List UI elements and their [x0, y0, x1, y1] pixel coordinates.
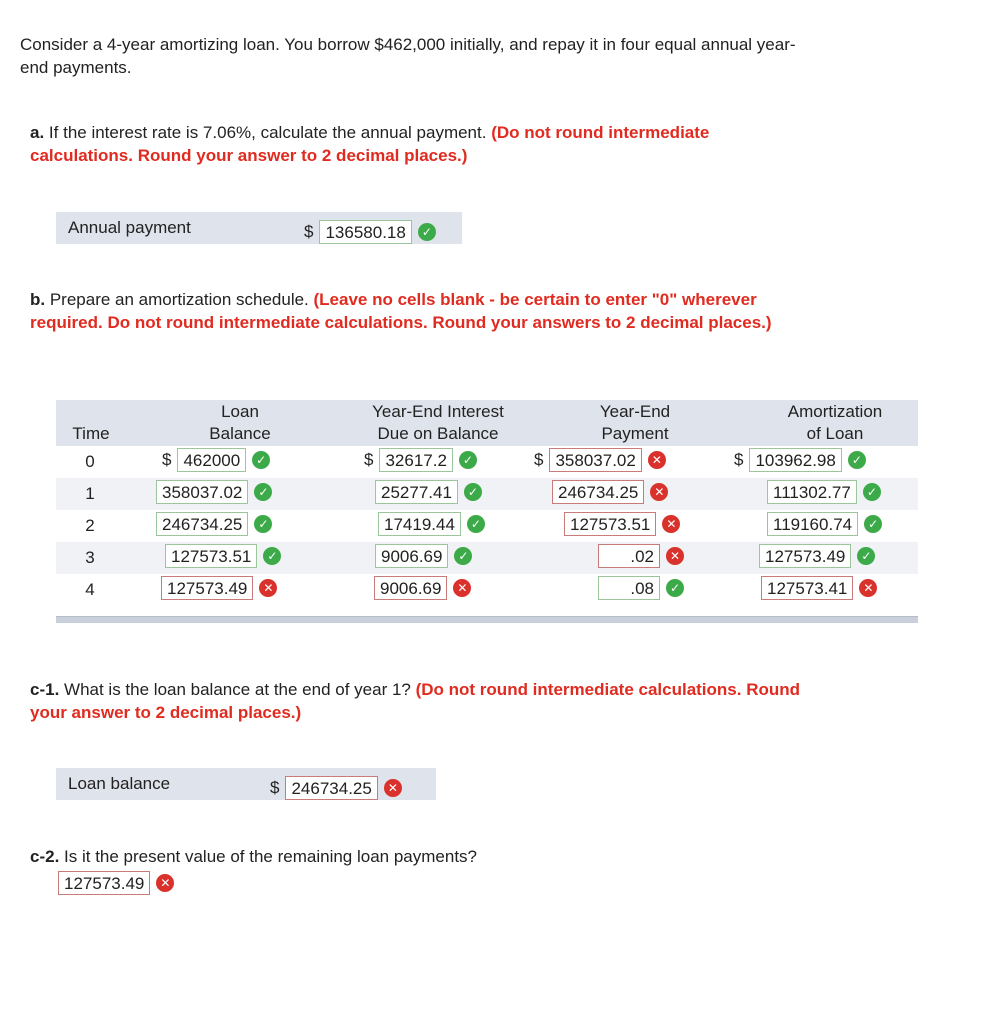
check-icon: ✓: [864, 515, 882, 533]
question-c2-text: Is it the present value of the remaining loan payments?: [64, 847, 477, 866]
check-icon: ✓: [467, 515, 485, 533]
payment-input[interactable]: 358037.02: [549, 448, 641, 472]
header-amortization: Amortization of Loan: [787, 402, 883, 443]
check-icon: ✓: [459, 451, 477, 469]
balance-input[interactable]: 127573.51: [165, 544, 257, 568]
question-a: [30, 121, 805, 167]
question-c2: [30, 845, 805, 868]
question-b: [30, 288, 805, 334]
annual-payment-input[interactable]: 136580.18: [319, 220, 411, 244]
check-icon: ✓: [252, 451, 270, 469]
time-cell: 1: [85, 484, 95, 503]
x-icon: ✕: [666, 547, 684, 565]
balance-input[interactable]: 246734.25: [156, 512, 248, 536]
check-icon: ✓: [418, 223, 436, 241]
check-icon: ✓: [863, 483, 881, 501]
question-a-text: If the interest rate is 7.06%, calculate the annual payment.: [48, 123, 487, 142]
time-cell: 4: [85, 580, 95, 599]
interest-input[interactable]: 9006.69: [375, 544, 448, 568]
question-c1-instruction: (Do not round intermediate calculations. Round your answer to 2 decimal places.): [30, 680, 801, 722]
currency-symbol: $: [364, 450, 374, 469]
question-c1-text: What is the loan balance at the end of year 1?: [64, 680, 411, 699]
x-icon: ✕: [662, 515, 680, 533]
interest-input[interactable]: 25277.41: [375, 480, 458, 504]
table-footer-divider: [56, 616, 918, 623]
x-icon: ✕: [384, 779, 402, 797]
question-b-label: b.: [30, 290, 46, 309]
question-c2-label: c-2.: [30, 847, 60, 866]
x-icon: ✕: [859, 579, 877, 597]
header-balance: Loan Balance: [209, 402, 271, 443]
time-cell: 3: [85, 548, 95, 567]
check-icon: ✓: [666, 579, 684, 597]
time-cell: 0: [85, 452, 95, 471]
check-icon: ✓: [454, 547, 472, 565]
interest-input[interactable]: 17419.44: [378, 512, 461, 536]
question-a-label: a.: [30, 123, 45, 142]
currency-symbol: $: [270, 778, 280, 797]
amortization-input[interactable]: 103962.98: [749, 448, 841, 472]
currency-symbol: $: [534, 450, 544, 469]
time-cell: 2: [85, 516, 95, 535]
loan-balance-input[interactable]: 246734.25: [285, 776, 377, 800]
interest-input[interactable]: 32617.2: [379, 448, 452, 472]
payment-input[interactable]: .02: [598, 544, 660, 568]
annual-payment-label: Annual payment: [68, 218, 191, 237]
x-icon: ✕: [453, 579, 471, 597]
question-a-instruction: (Do not round intermediate calculations. Round your answer to 2 decimal places.): [30, 123, 710, 165]
check-icon: ✓: [857, 547, 875, 565]
loan-balance-label: Loan balance: [68, 774, 171, 793]
check-icon: ✓: [254, 515, 272, 533]
balance-input[interactable]: 462000: [177, 448, 246, 472]
header-interest: Year-End Interest Due on Balance: [372, 402, 504, 443]
currency-symbol: $: [162, 450, 172, 469]
check-icon: ✓: [263, 547, 281, 565]
present-value-answer[interactable]: 127573.49: [58, 871, 150, 895]
balance-input[interactable]: 127573.49: [161, 576, 253, 600]
interest-input[interactable]: 9006.69: [374, 576, 447, 600]
question-c1: [30, 678, 805, 724]
currency-symbol: $: [304, 222, 314, 241]
question-b-instruction: (Leave no cells blank - be certain to enter "0" wherever required. Do not round intermediate calculations. Round your answers to 2 decimal places.): [30, 290, 772, 332]
question-c1-label: c-1.: [30, 680, 60, 699]
header-payment: Year-End Payment: [599, 402, 671, 443]
amortization-input[interactable]: 127573.49: [759, 544, 851, 568]
amortization-input[interactable]: 119160.74: [767, 512, 858, 536]
payment-input[interactable]: 246734.25: [552, 480, 644, 504]
x-icon: ✕: [259, 579, 277, 597]
check-icon: ✓: [254, 483, 272, 501]
check-icon: ✓: [464, 483, 482, 501]
annual-payment-row: [56, 212, 462, 244]
question-b-text: Prepare an amortization schedule.: [49, 290, 309, 309]
x-icon: ✕: [650, 483, 668, 501]
amortization-input[interactable]: 127573.41: [761, 576, 853, 600]
x-icon: ✕: [648, 451, 666, 469]
check-icon: ✓: [848, 451, 866, 469]
header-time: Time: [72, 424, 110, 443]
amortization-input[interactable]: 111302.77: [767, 480, 857, 504]
loan-balance-row: [56, 768, 436, 800]
currency-symbol: $: [734, 450, 744, 469]
payment-input[interactable]: 127573.51: [564, 512, 656, 536]
balance-input[interactable]: 358037.02: [156, 480, 248, 504]
intro-text: Consider a 4-year amortizing loan. You borrow $462,000 initially, and repay it in four equal annual year-end payments.: [20, 35, 796, 77]
x-icon: ✕: [156, 874, 174, 892]
payment-input[interactable]: .08: [598, 576, 660, 600]
